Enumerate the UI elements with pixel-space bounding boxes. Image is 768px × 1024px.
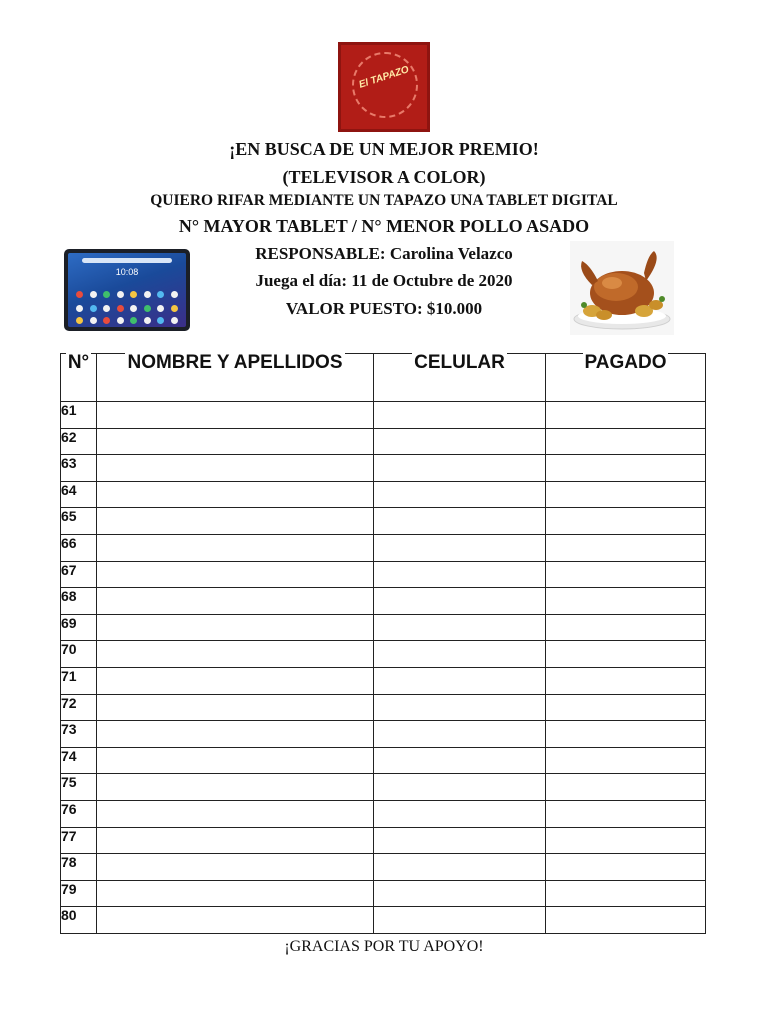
table-row	[61, 721, 706, 748]
table-row	[61, 402, 706, 429]
paid-cell[interactable]	[546, 907, 706, 934]
table-row	[61, 428, 706, 455]
row-number: 66	[61, 534, 97, 561]
name-cell[interactable]	[97, 402, 374, 429]
name-cell[interactable]	[97, 508, 374, 535]
paid-cell[interactable]	[546, 561, 706, 588]
name-cell[interactable]	[97, 827, 374, 854]
phone-cell[interactable]	[374, 402, 546, 429]
table-row	[61, 561, 706, 588]
raffle-table	[60, 353, 706, 934]
table-row	[61, 614, 706, 641]
headline-prize: ¡EN BUSCA DE UN MEJOR PREMIO!	[229, 139, 539, 159]
row-number: 80	[61, 907, 97, 934]
paid-cell[interactable]	[546, 508, 706, 535]
paid-cell[interactable]	[546, 747, 706, 774]
phone-cell[interactable]	[374, 800, 546, 827]
row-number: 70	[61, 641, 97, 668]
paid-cell[interactable]	[546, 694, 706, 721]
phone-cell[interactable]	[374, 907, 546, 934]
phone-cell[interactable]	[374, 534, 546, 561]
tablet-clock: 10:08	[115, 267, 139, 277]
row-number: 65	[61, 508, 97, 535]
paid-cell[interactable]	[546, 641, 706, 668]
header-phone: CELULAR	[374, 354, 546, 402]
row-number: 78	[61, 854, 97, 881]
row-number: 68	[61, 588, 97, 615]
table-row	[61, 800, 706, 827]
paid-cell[interactable]	[546, 481, 706, 508]
name-cell[interactable]	[97, 561, 374, 588]
row-number: 64	[61, 481, 97, 508]
phone-cell[interactable]	[374, 667, 546, 694]
row-number: 76	[61, 800, 97, 827]
name-cell[interactable]	[97, 907, 374, 934]
phone-cell[interactable]	[374, 694, 546, 721]
name-cell[interactable]	[97, 588, 374, 615]
phone-cell[interactable]	[374, 561, 546, 588]
table-row	[61, 694, 706, 721]
name-cell[interactable]	[97, 747, 374, 774]
phone-cell[interactable]	[374, 641, 546, 668]
table-row	[61, 455, 706, 482]
phone-cell[interactable]	[374, 774, 546, 801]
paid-cell[interactable]	[546, 455, 706, 482]
table-row	[61, 774, 706, 801]
row-number: 67	[61, 561, 97, 588]
name-cell[interactable]	[97, 428, 374, 455]
paid-cell[interactable]	[546, 880, 706, 907]
table-row	[61, 854, 706, 881]
paid-cell[interactable]	[546, 534, 706, 561]
paid-cell[interactable]	[546, 428, 706, 455]
paid-cell[interactable]	[546, 614, 706, 641]
row-number: 61	[61, 402, 97, 429]
phone-cell[interactable]	[374, 455, 546, 482]
row-number: 63	[61, 455, 97, 482]
header-paid: PAGADO	[546, 354, 706, 402]
name-cell[interactable]	[97, 667, 374, 694]
name-cell[interactable]	[97, 641, 374, 668]
table-row	[61, 747, 706, 774]
table-row	[61, 508, 706, 535]
name-cell[interactable]	[97, 534, 374, 561]
phone-cell[interactable]	[374, 508, 546, 535]
row-number: 62	[61, 428, 97, 455]
name-cell[interactable]	[97, 481, 374, 508]
name-cell[interactable]	[97, 614, 374, 641]
logo-wordmark: El TAPAZO	[357, 64, 411, 91]
header-name: NOMBRE Y APELLIDOS	[97, 354, 374, 402]
row-number: 75	[61, 774, 97, 801]
paid-cell[interactable]	[546, 588, 706, 615]
name-cell[interactable]	[97, 455, 374, 482]
tablet-image	[64, 249, 190, 331]
phone-cell[interactable]	[374, 614, 546, 641]
phone-cell[interactable]	[374, 481, 546, 508]
paid-cell[interactable]	[546, 774, 706, 801]
table-row	[61, 641, 706, 668]
row-number: 73	[61, 721, 97, 748]
table-row	[61, 534, 706, 561]
paid-cell[interactable]	[546, 854, 706, 881]
phone-cell[interactable]	[374, 827, 546, 854]
paid-cell[interactable]	[546, 402, 706, 429]
table-row	[61, 667, 706, 694]
paid-cell[interactable]	[546, 800, 706, 827]
phone-cell[interactable]	[374, 854, 546, 881]
header-number: N°	[61, 354, 97, 402]
name-cell[interactable]	[97, 800, 374, 827]
row-number: 69	[61, 614, 97, 641]
row-number: 74	[61, 747, 97, 774]
phone-cell[interactable]	[374, 721, 546, 748]
row-number: 77	[61, 827, 97, 854]
thanks-footer: ¡GRACIAS POR TU APOYO!	[284, 938, 484, 955]
price-line: VALOR PUESTO: $10.000	[285, 299, 483, 318]
paid-cell[interactable]	[546, 827, 706, 854]
headline-tv: (TELEVISOR A COLOR)	[282, 167, 486, 187]
name-cell[interactable]	[97, 694, 374, 721]
table-row	[61, 481, 706, 508]
row-number: 72	[61, 694, 97, 721]
phone-cell[interactable]	[374, 428, 546, 455]
table-row	[61, 907, 706, 934]
table-row	[61, 827, 706, 854]
phone-cell[interactable]	[374, 880, 546, 907]
table-row	[61, 588, 706, 615]
name-cell[interactable]	[97, 880, 374, 907]
row-number: 71	[61, 667, 97, 694]
draw-date-line: Juega el día: 11 de Octubre de 2020	[255, 271, 513, 290]
name-cell[interactable]	[97, 854, 374, 881]
table-row	[61, 880, 706, 907]
phone-cell[interactable]	[374, 747, 546, 774]
row-number: 79	[61, 880, 97, 907]
name-cell[interactable]	[97, 721, 374, 748]
paid-cell[interactable]	[546, 667, 706, 694]
responsible-line: RESPONSABLE: Carolina Velazco	[255, 244, 513, 263]
prize-rule: N° MAYOR TABLET / N° MENOR POLLO ASADO	[178, 216, 590, 236]
raffle-description: QUIERO RIFAR MEDIANTE UN TAPAZO UNA TABLET DIGITAL	[150, 192, 618, 209]
tapazo-logo	[338, 42, 430, 132]
name-cell[interactable]	[97, 774, 374, 801]
phone-cell[interactable]	[374, 588, 546, 615]
paid-cell[interactable]	[546, 721, 706, 748]
roast-chicken-image	[570, 241, 674, 335]
